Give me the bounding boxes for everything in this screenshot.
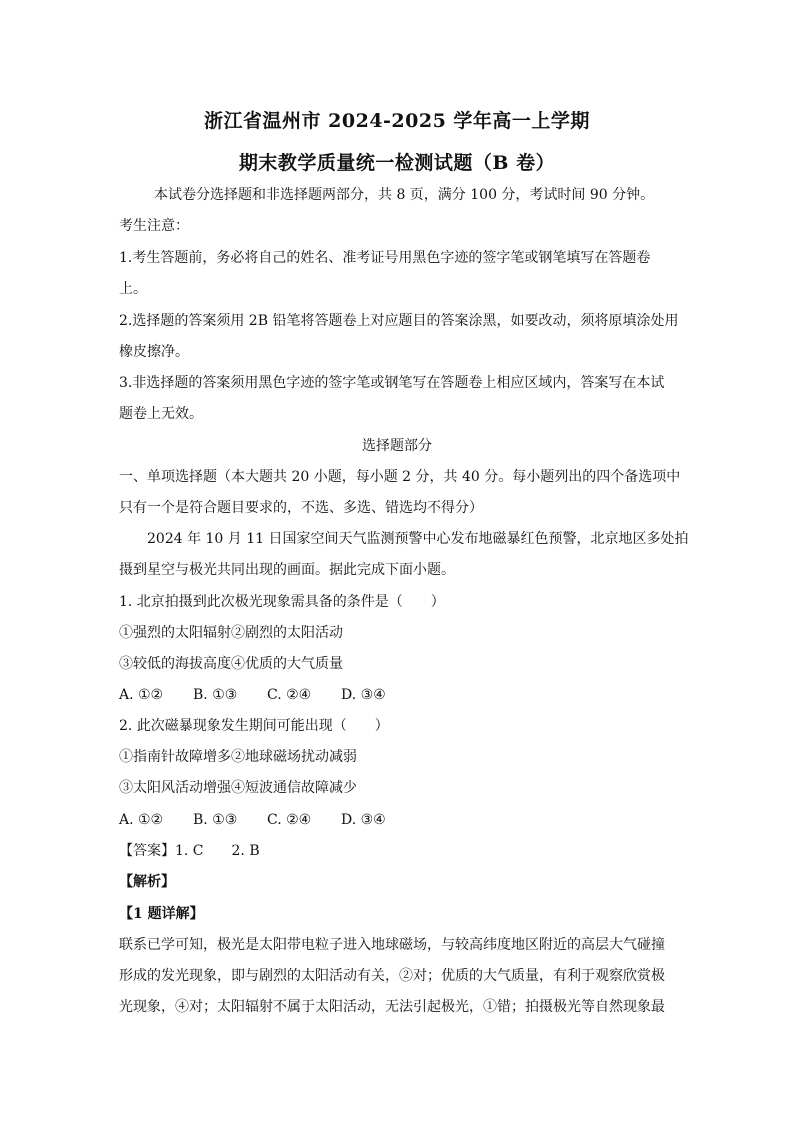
option: A. ①②	[119, 687, 164, 703]
page-subtitle: 期末教学质量统一检测试题（B 卷）	[238, 152, 556, 174]
question-1-statements-2: ③较低的海拔高度④优质的大气质量	[119, 656, 343, 672]
question-2-statements-2: ③太阳风活动增强④短波通信故障减少	[119, 780, 357, 796]
notice-1-line-1: 1.考生答题前，务必将自己的姓名、准考证号用黑色字迹的签字笔或钢笔填写在答题卷	[119, 250, 651, 266]
option: C. ②④	[267, 687, 312, 703]
question-2-stem: 2. 此次磁暴现象发生期间可能出现（ ）	[119, 718, 389, 734]
section-instruction-line-2: 只有一个是符合题目要求的，不选、多选、错选均不得分）	[119, 500, 483, 516]
notice-2-line-1: 2.选择题的答案须用 2B 铅笔将答题卷上对应题目的答案涂黑，如要改动，须将原填涂处用	[119, 313, 679, 329]
question-2-options	[119, 811, 415, 829]
question-2-statements-1: ①指南针故障增多②地球磁场扰动减弱	[119, 749, 357, 765]
exam-summary: 本试卷分选择题和非选择题两部分，共 8 页，满分 100 分，考试时间 90 分钟。	[154, 187, 655, 203]
option: D. ③④	[341, 812, 386, 828]
question-1-options	[119, 686, 415, 704]
notice-heading: 考生注意：	[119, 218, 189, 234]
question-1-stem: 1. 北京拍摄到此次极光现象需具备的条件是（ ）	[119, 594, 445, 610]
notice-3-line-2: 题卷上无效。	[119, 406, 203, 422]
section-instruction-line-1: 一、单项选择题（本大题共 20 小题，每小题 2 分，共 40 分。每小题列出的四个备选项中	[119, 469, 681, 485]
detail-heading: 【1 题详解】	[119, 906, 204, 922]
notice-1-line-2: 上。	[119, 281, 147, 297]
explanation-line-2: 形成的发光现象，即与剧烈的太阳活动有关，②对；优质的大气质量，有利于观察欣赏极	[119, 968, 665, 984]
explanation-line-3: 光现象，④对；太阳辐射不属于太阳活动，无法引起极光，①错；拍摄极光等自然现象最	[119, 999, 665, 1015]
option: A. ①②	[119, 812, 164, 828]
material-line-2: 摄到星空与极光共同出现的画面。据此完成下面小题。	[119, 562, 455, 578]
question-1-statements-1: ①强烈的太阳辐射②剧烈的太阳活动	[119, 625, 343, 641]
option: B. ①③	[193, 687, 238, 703]
page-title: 浙江省温州市 2024-2025 学年高一上学期	[204, 110, 590, 132]
option: B. ①③	[193, 812, 238, 828]
explanation-line-1: 联系已学可知，极光是太阳带电粒子进入地球磁场，与较高纬度地区附近的高层大气碰撞	[119, 937, 665, 953]
analysis-heading: 【解析】	[119, 874, 175, 890]
option: D. ③④	[341, 687, 386, 703]
material-line-1: 2024 年 10 月 11 日国家空间天气监测预警中心发布地磁暴红色预警，北京地区多处拍	[147, 531, 689, 547]
option: C. ②④	[267, 812, 312, 828]
notice-2-line-2: 橡皮擦净。	[119, 344, 189, 360]
notice-3-line-1: 3.非选择题的答案须用黑色字迹的签字笔或钢笔写在答题卷上相应区域内，答案写在本试	[119, 375, 665, 391]
section-title: 选择题部分	[362, 438, 432, 454]
answer-label: 【答案】1. C 2. B	[119, 843, 260, 859]
